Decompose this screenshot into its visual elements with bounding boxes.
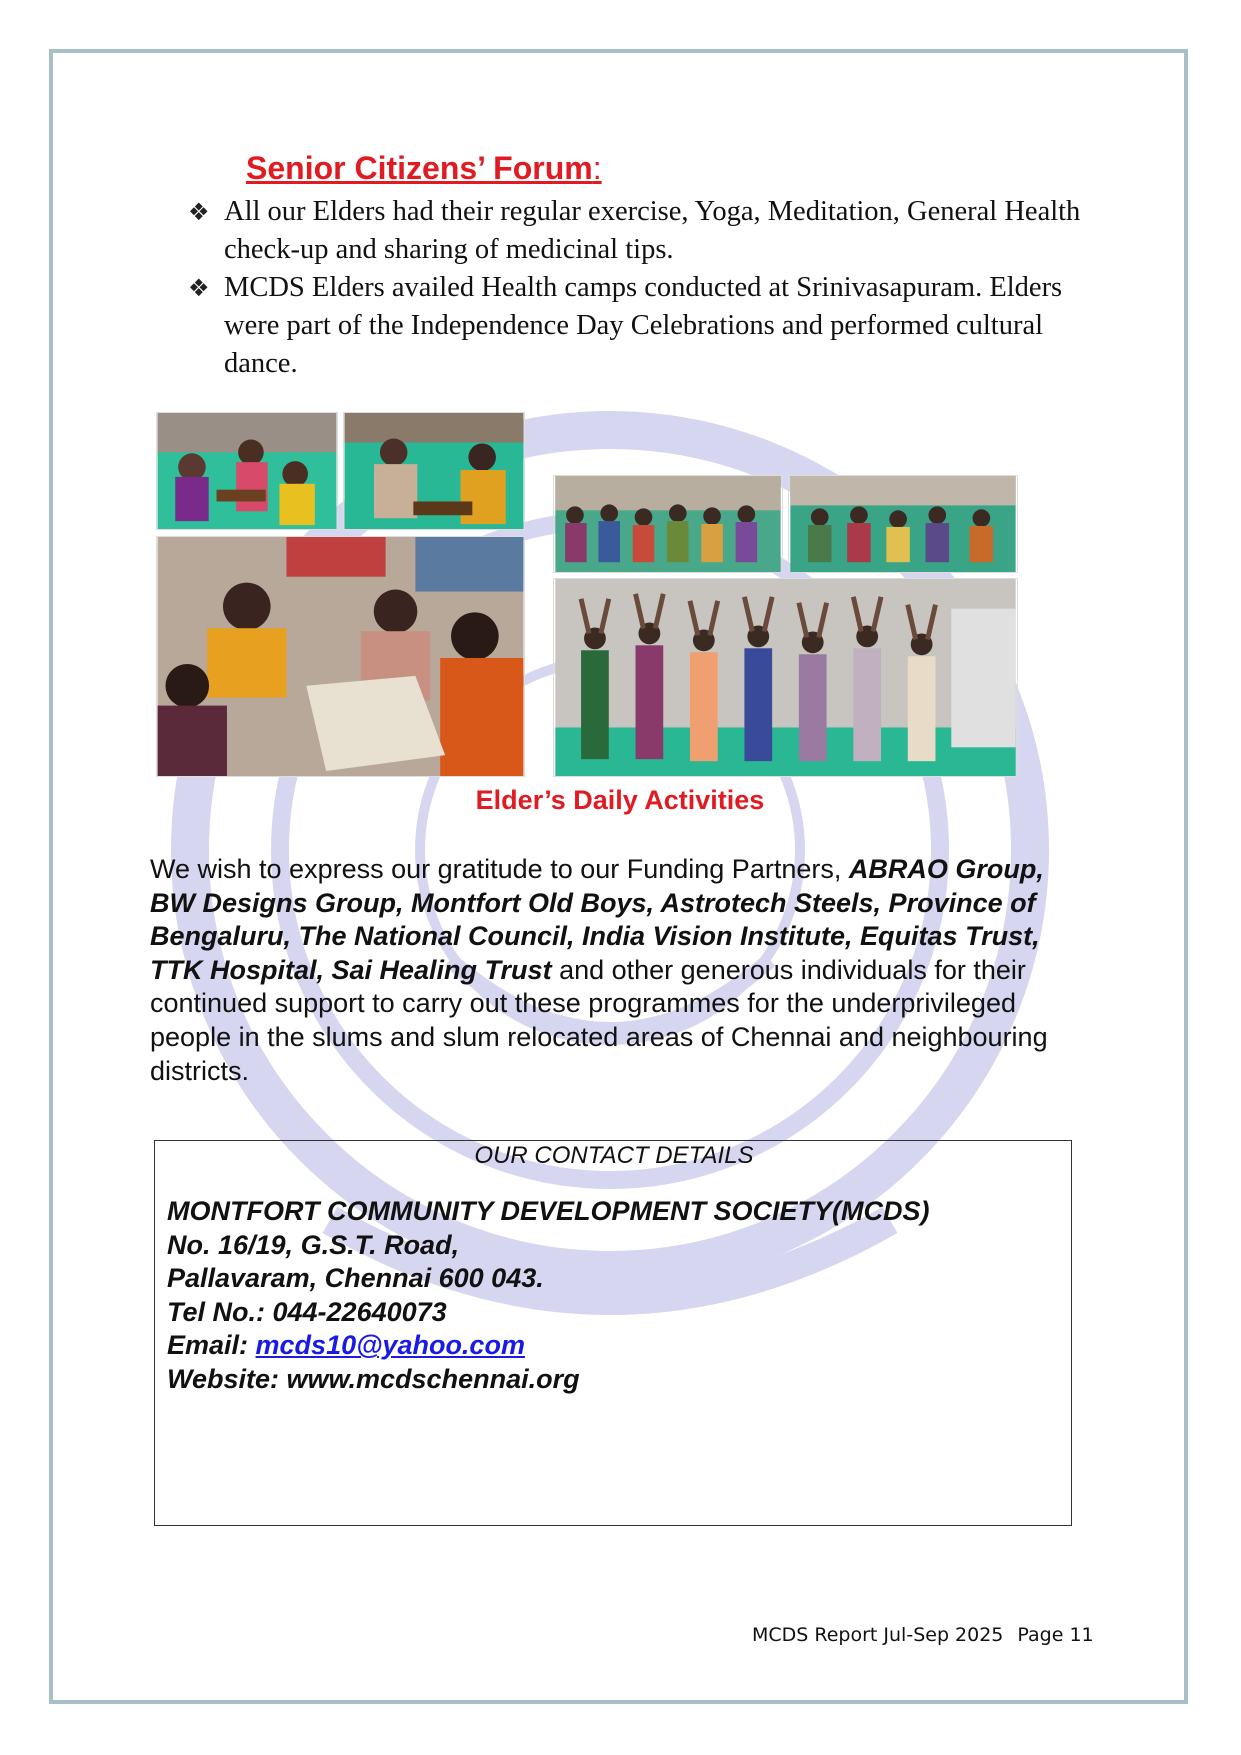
diamond-bullet-icon: ❖: [188, 198, 210, 226]
photo-elders-meditation: [788, 475, 1018, 573]
bullet-item: ❖ All our Elders had their regular exercise, Yoga, Meditation, General Health check-up and sharing of medicinal tips.: [188, 193, 1108, 269]
address-line-2: Pallavaram, Chennai 600 043.: [167, 1263, 544, 1294]
diamond-bullet-icon: ❖: [188, 274, 210, 302]
funding-partners: ABRAO Group, BW Designs Group, Montfort Old Boys, Astrotech Steels, Province of Bengaluru, The National Council, India Vision Institute, Equitas Trust, TTK Hospital, Sai Healing Trust: [150, 854, 1044, 985]
photo-elders-exercise-arms-raised: [553, 578, 1018, 777]
photo-elders-pallanguzhi: [343, 412, 525, 530]
section-title: Senior Citizens’ Forum:: [246, 150, 602, 186]
email-link[interactable]: mcds10@yahoo.com: [255, 1330, 525, 1361]
contact-lines: [167, 1195, 930, 1397]
telephone: Tel No.: 044-22640073: [167, 1296, 447, 1327]
website: Website: www.mcdschennai.org: [167, 1363, 580, 1394]
photo-elders-group-seated: [553, 475, 783, 573]
bullet-item: ❖ MCDS Elders availed Health camps conducted at Srinivasapuram. Elders were part of the Independence Day Celebrations and performed cultural dance.: [188, 269, 1108, 383]
address-line-1: No. 16/19, G.S.T. Road,: [167, 1229, 460, 1260]
contact-heading: OUR CONTACT DETAILS: [474, 1142, 754, 1169]
activity-bullet-list: [188, 193, 1108, 383]
photo-elders-board-game: [156, 412, 338, 530]
org-name: MONTFORT COMMUNITY DEVELOPMENT SOCIETY(MCDS): [167, 1196, 930, 1226]
email-line: Email: mcds10@yahoo.com: [167, 1330, 525, 1361]
page-footer: [752, 1624, 1094, 1646]
page-number: Page 11: [1017, 1624, 1094, 1646]
photo-elders-floor-game: [156, 536, 525, 777]
photo-caption: Elder’s Daily Activities: [475, 785, 765, 815]
report-title: MCDS Report Jul-Sep 2025: [752, 1624, 1004, 1646]
gratitude-paragraph: We wish to express our gratitude to our Funding Partners, ABRAO Group, BW Designs Group, Montfort Old Boys, Astrotech Steels, Province of Bengaluru, The National Council, India Vision Institute, Equitas Trust, TTK Hospital, Sai Healing Trust and other generous individuals for their continued support to carry out these programmes for the underprivileged people in the slums and slum relocated areas of Chennai and neighbouring districts.: [150, 854, 1048, 1086]
